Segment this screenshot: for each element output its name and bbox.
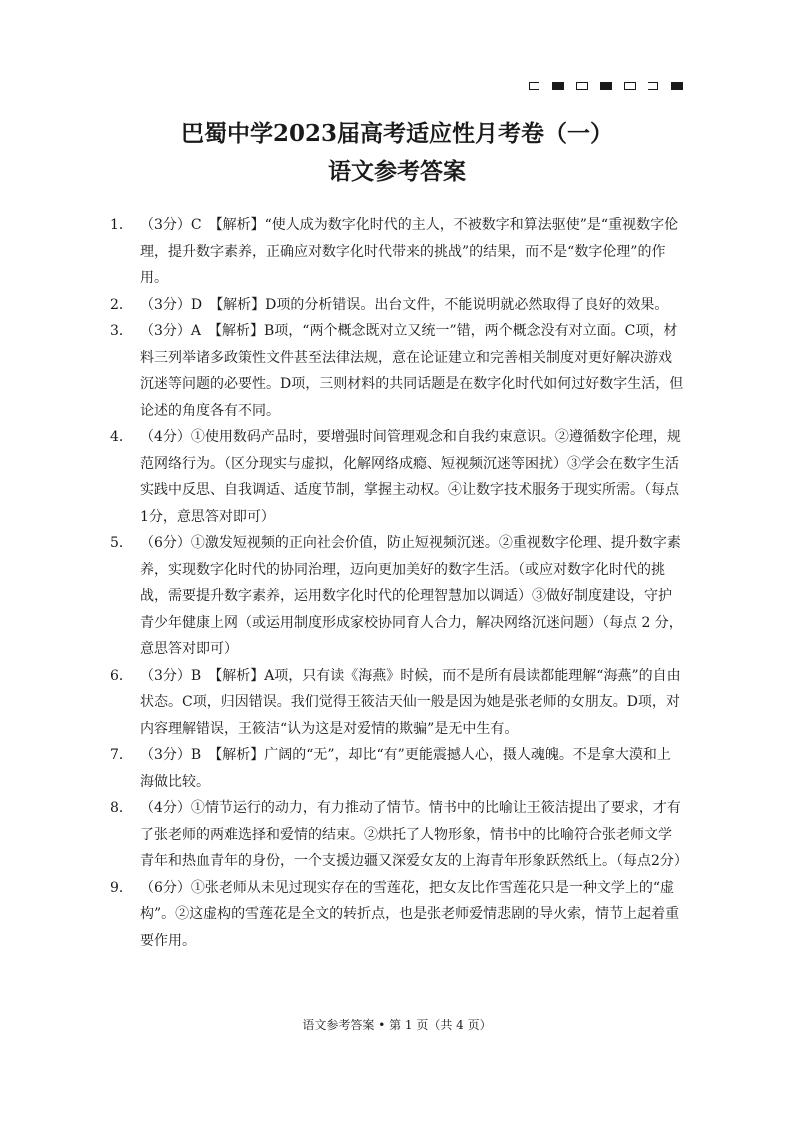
answer-item [110, 875, 684, 955]
answer-text: （4分）①使用数码产品时，要增强时间管理观念和自我约束意识。②遵循数字伦理，规范网络行为。（区分现实与虚拟，化解网络成瘾、短视频沉迷等困扰）③学会在数字生活实践中反思、自我调适、适度节制，掌握主动权。④让数字技术服务于现实所需。（每点 1分，意思答对即可） [140, 429, 681, 525]
answer-text: （3分）D 【解析】D项的分析错误。出台文件，不能说明就必然取得了良好的效果。 [140, 296, 669, 313]
answer-text: （3分）A 【解析】B项，“两个概念既对立又统一”错，两个概念没有对立面。C项，材料三列举诸多政策性文件甚至法律法规，意在论证建立和完善相关制度对更好解决游戏沉迷等问题的必要性。D项，三则材料的共同话题是在数字化时代如何过好数字生活，但论述的角度各有不同。 [140, 323, 684, 419]
code-mark [529, 82, 539, 90]
answer-item [110, 742, 684, 795]
code-mark [552, 82, 564, 90]
answer-text: （6分）①张老师从未见过现实存在的雪莲花，把女友比作雪莲花只是一种文学上的“虚构”。②这虚构的雪莲花是全文的转折点，也是张老师爱情悲剧的导火索，情节上起着重要作用。 [140, 879, 680, 949]
answer-number: 4． [110, 429, 133, 445]
page-footer: 语文参考答案 • 第 1 页（共 4 页） [302, 1018, 492, 1032]
answer-number: 2． [110, 296, 133, 313]
answer-item [110, 212, 684, 292]
answer-item [110, 795, 688, 875]
document-title: 巴蜀中学2023届高考适应性月考卷（一） [180, 120, 613, 147]
answer-number: 1． [110, 217, 133, 233]
code-mark [600, 82, 612, 90]
answer-item [110, 424, 684, 530]
answer-item [110, 292, 684, 319]
code-mark [576, 82, 588, 90]
answer-number: 8． [110, 800, 133, 816]
answer-number: 7． [110, 747, 133, 763]
answer-text: （4分）①情节运行的动力，有力推动了情节。情书中的比喻让王筱洁提出了要求，才有了张老师的两难选择和爱情的结束。②烘托了人物形象，情书中的比喻符合张老师文学青年和热血青年的身份，一个支援边疆又深爱女友的上海青年形象跃然纸上。（每点2分） [140, 800, 688, 869]
answer-text: （3分）C 【解析】“使人成为数字化时代的主人，不被数字和算法驱使”是“重视数字伦理，提升数字素养，正确应对数字化时代带来的挑战”的结果，而不是“数字伦理”的作用。 [140, 217, 679, 286]
code-mark [671, 82, 683, 90]
answer-item [110, 530, 684, 663]
answer-item [110, 318, 684, 424]
answer-number: 3． [110, 323, 133, 339]
exam-code-marks [529, 82, 683, 92]
code-mark [624, 82, 636, 90]
document-subtitle: 语文参考答案 [328, 158, 466, 185]
answer-list [110, 212, 688, 954]
answer-number: 9． [110, 879, 133, 896]
answer-number: 6． [110, 667, 133, 684]
answer-text: （3分）B 【解析】A项，只有读《海燕》时候，而不是所有晨读都能理解“海燕”的自由状态。C项，归因错误。我们觉得王筱洁天仙一般是因为她是张老师的女朋友。D项，对内容理解错误，王筱洁“认为这是对爱情的欺骗”是无中生有。 [140, 667, 681, 737]
answer-text: （3分）B 【解析】广阔的“无”，却比“有”更能震撼人心，摄人魂魄。不是拿大漠和上海做比较。 [140, 747, 671, 790]
answer-item [110, 663, 684, 743]
code-mark [648, 82, 658, 90]
answer-text: （6分）①激发短视频的正向社会价值，防止短视频沉迷。②重视数字伦理、提升数字素养，实现数字化时代的协同治理，迈向更加美好的数字生活。（或应对数字化时代的挑战，需要提升数字素养，运用数字化时代的伦理智慧加以调适）③做好制度建设，守护青少年健康上网（或运用制度形成家校协同育人合力，解决网络沉迷问题）（每点 2 分，意思答对即可） [140, 535, 683, 657]
answer-number: 5． [110, 535, 133, 551]
